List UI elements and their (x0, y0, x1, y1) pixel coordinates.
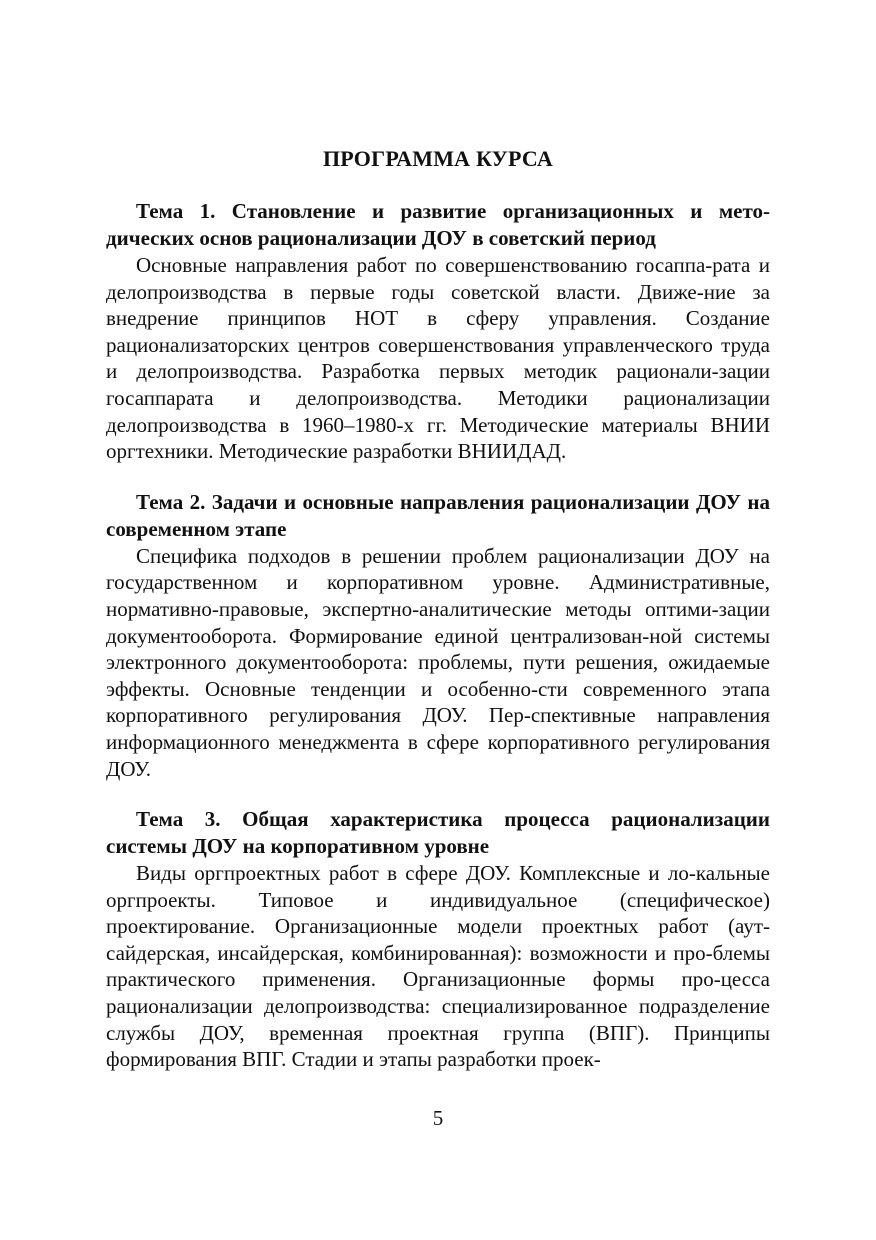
section-topic-3 (106, 806, 770, 1073)
page-number: 5 (432, 1106, 444, 1130)
section-topic-1 (106, 198, 770, 465)
section-text: Специфика подходов в решении проблем рационализации ДОУ на государственном и корпоративном уровне. Административные, нормативно-правовые, экспертно-аналитические методы оптими-зации документооборота. Формирование единой централизован-ной системы электронного документооборота: проблемы, пути решения, ожидаемые эффекты. Основные тенденции и особенно-сти современного этапа корпоративного регулирования ДОУ. Пер-спективные направления информационного менеджмента в сфере корпоративного регулирования ДОУ. (106, 543, 770, 781)
section-heading: Тема 1. Становление и развитие организационных и мето-дических основ рационализации ДОУ в советский период (106, 199, 770, 250)
section-topic-2 (106, 489, 770, 782)
section-text: Виды оргпроектных работ в сфере ДОУ. Комплексные и ло-кальные оргпроекты. Типовое и индивидуальное (специфическое) проектирование. Организационные модели проектных работ (аут-сайдерская, инсайдерская, комбинированная): возможности и про-блемы практического применения. Организационные формы про-цесса рационализации делопроизводства: специализированное подразделение службы ДОУ, временная проектная группа (ВПГ). Принципы формирования ВПГ. Стадии и этапы разработки проек- (106, 861, 770, 1072)
section-heading: Тема 2. Задачи и основные направления рационализации ДОУ на современном этапе (106, 489, 770, 541)
page-content (106, 144, 770, 1097)
section-text: Основные направления работ по совершенствованию госаппа-рата и делопроизводства в первые годы советской власти. Движе-ние за внедрение принципов НОТ в сферу управления. Создание рационализаторских центров совершенствования управленческого труда и делопроизводства. Разработка первых методик рационали-зации госаппарата и делопроизводства. Методики рационализации делопроизводства в 1960–1980-х гг. Методические материалы ВНИИ оргтехники. Методические разработки ВНИИДАД. (106, 253, 770, 464)
page-title: ПРОГРАММА КУРСА (322, 146, 553, 171)
section-heading: Тема 3. Общая характеристика процесса рационализации системы ДОУ на корпоративном уровне (106, 807, 770, 859)
